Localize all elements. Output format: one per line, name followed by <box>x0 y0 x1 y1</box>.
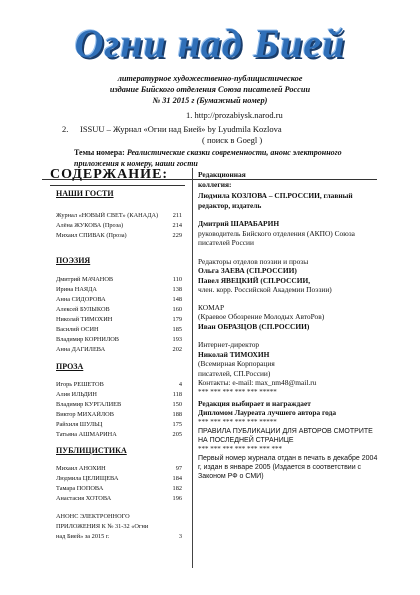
internet-director-heading: Интернет-директор <box>198 340 260 349</box>
column-divider <box>192 168 193 568</box>
editor-obraztsov: Иван ОБРАЗЦОВ (СП.РОССИИ) <box>198 321 310 331</box>
internet-director-note-1: (Всемирная Корпорация <box>198 359 275 368</box>
toc-entry[interactable]: 211 Журнал «НОВЫЙ СВЕТ» (КАНАДА) <box>56 212 182 219</box>
toc-entry[interactable]: 138 Ирина НАЯДА <box>56 286 182 293</box>
site-url[interactable]: 1. http://prozabiysk.narod.ru <box>186 110 283 120</box>
toc-entry[interactable]: 196 Анастасия ХОТОВА <box>56 495 182 502</box>
internet-director-note-2: писателей, СП.России) <box>198 368 271 378</box>
toc-entry[interactable]: 214 Алёна ЖУКОВА (Проза) <box>56 222 182 229</box>
themes-label: Темы номера: <box>74 148 125 157</box>
toc-entry[interactable]: 229 Михаил СПИВАК (Проза) <box>56 232 182 239</box>
toc-entry[interactable]: 185 Василий ОСИН <box>56 326 182 333</box>
toc-entry[interactable]: 193 Владимир КОРНИЛОВ <box>56 336 182 343</box>
toc-title: СОДЕРЖАНИЕ: <box>50 167 169 182</box>
award-line-1: Редакция выбирает и награждает <box>198 398 311 408</box>
toc-entry[interactable]: 97 Михаил АНОХИН <box>56 465 182 472</box>
stars-divider: *** *** *** *** *** ***** <box>198 387 277 396</box>
toc-entry[interactable]: 175 Райхиля ШУЛЬЦ <box>56 421 182 428</box>
editor-yavetsky-note: член. корр. Российской Академии Поэзии) <box>198 285 332 294</box>
toc-annex-line-1: АНОНС ЭЛЕКТРОННОГО <box>56 513 130 520</box>
branch-head-name: Дмитрий ШАРАБАРИН <box>198 219 280 228</box>
subtitle-line-1: литературное художественно-публицистическое <box>117 74 303 83</box>
editorial-board <box>198 170 378 481</box>
toc-entry[interactable]: 3 над Бией» за 2015 г. <box>56 533 182 540</box>
toc-section-publicism: ПУБЛИЦИСТИКА <box>56 446 127 455</box>
toc-section-prose: ПРОЗА <box>56 362 84 371</box>
toc-annex-line-2: ПРИЛОЖЕНИЯ К № 31-32 «Огни <box>56 523 149 530</box>
internet-director-name: Николай ТИМОХИН <box>198 349 270 359</box>
themes-text: Реалистические сказки современности, анонс электронного приложения к номеру, наши гости <box>74 148 342 168</box>
editor-yavetsky: Павел ЯВЕЦКИЙ (СП.РОССИИ, <box>198 275 311 285</box>
issue-number: № 31 2015 г (Бумажный номер) <box>152 96 268 105</box>
toc-entry[interactable]: 184 Людмила ЦЕЛИЩЕВА <box>56 475 182 482</box>
toc-entry[interactable]: 118 Алия ИЛЬДИН <box>56 391 182 398</box>
issuu-number: 2. <box>62 124 69 134</box>
toc-section-poetry: ПОЭЗИЯ <box>56 256 91 265</box>
komar-description: (Краевое Обозрение Молодых АвтоРов) <box>198 312 325 321</box>
first-issue-note: Первый номер журнала отдан в печать в декабре 2004 г, издан в январе 2005 (Издается в соответствии с Законом РФ о СМИ) <box>198 454 378 480</box>
editor-zaeva: Ольга ЗАЕВА (СП.РОССИИ) <box>198 266 297 275</box>
toc-entry[interactable]: 4 Игорь РЕШЕТОВ <box>56 381 182 388</box>
toc-entry[interactable]: 150 Владимир КУРГАЛИЕВ <box>56 401 182 408</box>
issuu-link[interactable]: ISSUU – Журнал «Огни над Бией» by Lyudmila Kozlova <box>80 124 282 134</box>
toc-entry[interactable]: 202 Анна ДАГИЛЕВА <box>56 346 182 353</box>
chief-editor: Людмила КОЗЛОВА – СП.РОССИИ, главный редактор, издатель <box>198 191 353 210</box>
toc-underline <box>50 185 185 186</box>
award-line-2: Дипломом Лауреата лучшего автора года <box>198 408 337 417</box>
editorial-heading: Редакционная коллегия: <box>198 170 246 189</box>
stars-divider: *** *** *** *** *** ***** <box>198 417 277 426</box>
section-editors-heading: Редакторы отделов поэзии и прозы <box>198 256 309 266</box>
toc-section-guests: НАШИ ГОСТИ <box>56 189 114 198</box>
toc-entry[interactable]: 179 Николай ТИМОХИН <box>56 316 182 323</box>
publication-rules: ПРАВИЛА ПУБЛИКАЦИИ ДЛЯ АВТОРОВ СМОТРИТЕ НА ПОСЛЕДНЕЙ СТРАНИЦЕ <box>198 427 373 444</box>
magazine-title: Огни над Бией <box>74 21 346 66</box>
subtitle-line-2: издание Бийского отделения Союза писателей России <box>109 85 311 94</box>
stars-divider: *** *** *** *** *** *** *** <box>198 444 282 453</box>
toc-entry[interactable]: 182 Тамара ПОПОВА <box>56 485 182 492</box>
toc-entry[interactable]: 205 Татьяна АШМАРИНА <box>56 431 182 438</box>
issue-themes <box>74 147 374 169</box>
komar-heading: КОМАР <box>198 302 225 312</box>
branch-head-role: руководитель Бийского отделения (АКПО) Союза писателей России <box>198 228 355 247</box>
toc-entry[interactable]: 160 Алексей БУЛЫКОВ <box>56 306 182 313</box>
search-hint: ( поиск в Goegl ) <box>202 135 263 145</box>
toc-entry[interactable]: 110 Дмитрий МАЧАНОВ <box>56 276 182 283</box>
toc-entry[interactable]: 188 Виктор МИХАЙЛОВ <box>56 411 182 418</box>
contacts-email[interactable]: Контакты: e-mail: max_nm48@mail.ru <box>198 378 317 387</box>
toc-entry[interactable]: 148 Анна СИДОРОВА <box>56 296 182 303</box>
